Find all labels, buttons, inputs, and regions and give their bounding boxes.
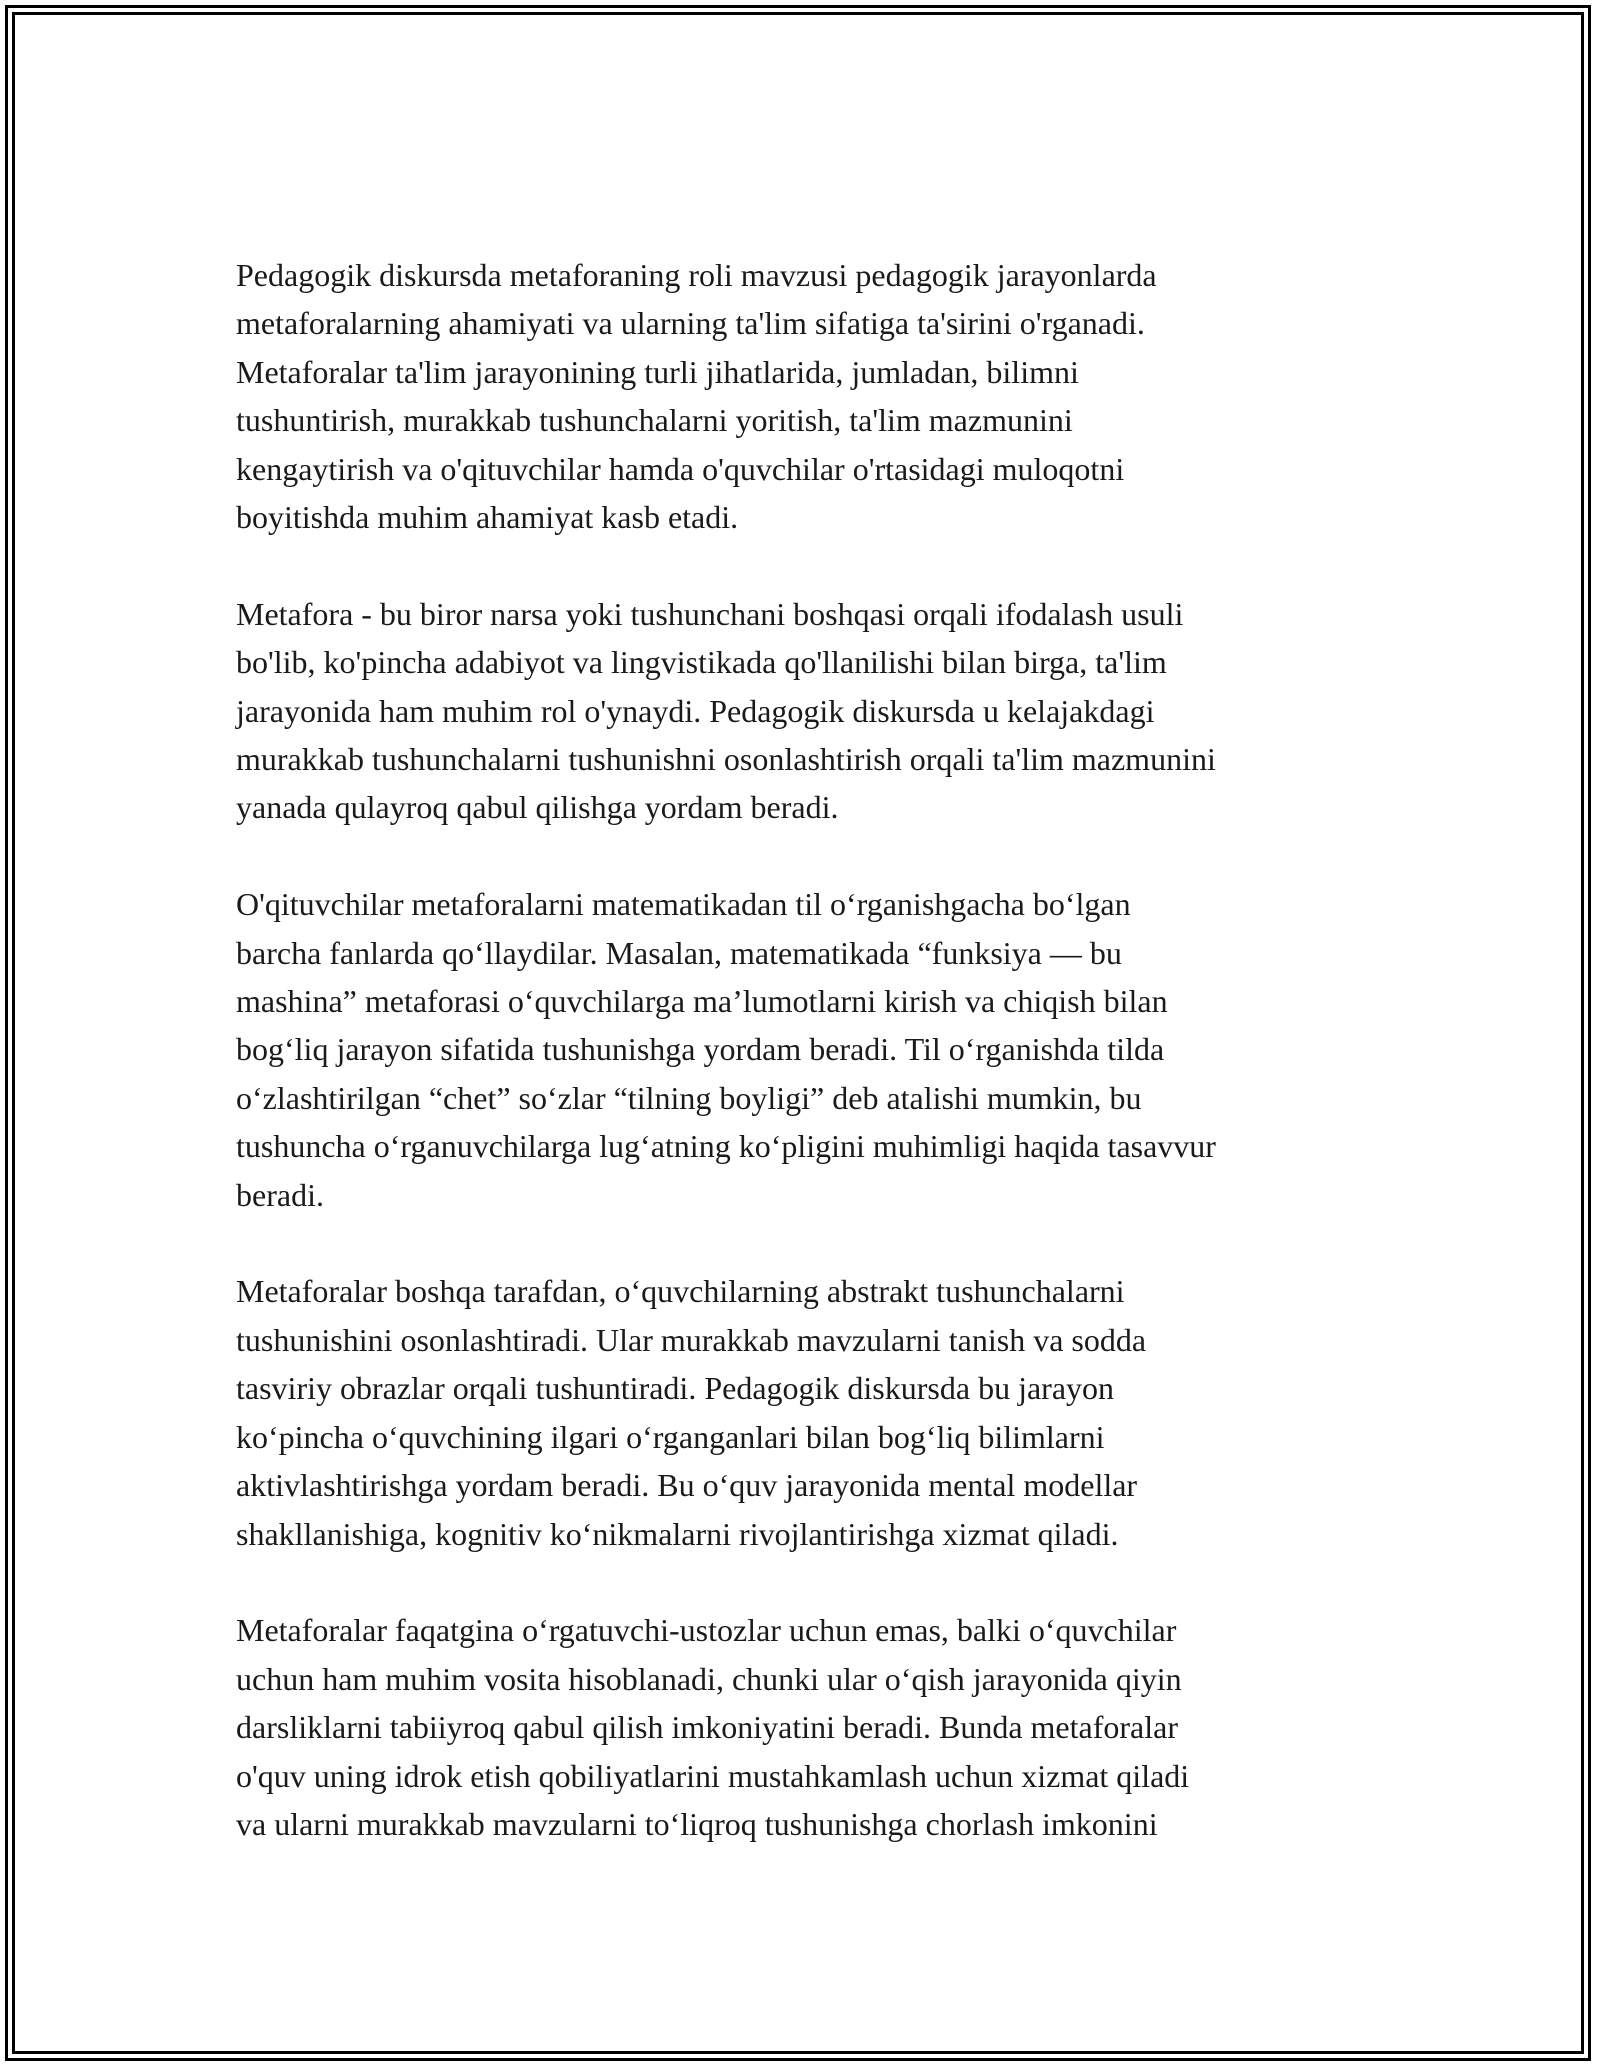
- paragraph-3: O'qituvchilar metaforalarni matematikadan til o‘rganishgacha bo‘lgan barcha fanlarda qo‘llaydilar. Masalan, matematikada “funksiya — bu mashina” metaforasi o‘quvchilarga ma’lumotlarni kirish va chiqish bilan bog‘liq jarayon sifatida tushunishga yordam beradi. Til o‘rganishda tilda o‘zlashtirilgan “chet” so‘zlar “tilning boyligi” deb atalishi mumkin, bu tushuncha o‘rganuvchilarga lug‘atning ko‘pligini muhimligi haqida tasavvur beradi.: [236, 886, 1216, 1213]
- document-body: [236, 251, 1386, 1897]
- paragraph-4: Metaforalar boshqa tarafdan, o‘quvchilarning abstrakt tushunchalarni tushunishini osonlashtiradi. Ular murakkab mavzularni tanish va sodda tasviriy obrazlar orqali tushuntiradi. Pedagogik diskursda bu jarayon ko‘pincha o‘quvchining ilgari o‘rganganlari bilan bog‘liq bilimlarni aktivlashtirishga yordam beradi. Bu o‘quv jarayonida mental modellar shakllanishiga, kognitiv ko‘nikmalarni rivojlantirishga xizmat qiladi.: [236, 1273, 1147, 1552]
- paragraph-5: Metaforalar faqatgina o‘rgatuvchi-ustozlar uchun emas, balki o‘quvchilar uchun ham muhim vosita hisoblanadi, chunki ular o‘qish jarayonida qiyin darsliklarni tabiiyroq qabul qilish imkoniyatini beradi. Bunda metaforalar o'quv uning idrok etish qobiliyatlarini mustahkamlash uchun xizmat qiladi va ularni murakkab mavzularni to‘liqroq tushunishga chorlash imkonini: [236, 1612, 1190, 1842]
- paragraph-1: Pedagogik diskursda metaforaning roli mavzusi pedagogik jarayonlarda metaforalarning ahamiyati va ularning ta'lim sifatiga ta'sirini o'rganadi. Metaforalar ta'lim jarayonining turli jihatlarida, jumladan, bilimni tushuntirish, murakkab tushunchalarni yoritish, ta'lim mazmunini kengaytirish va o'qituvchilar hamda o'quvchilar o'rtasidagi muloqotni boyitishda muhim ahamiyat kasb etadi.: [236, 257, 1157, 536]
- paragraph-2: Metafora - bu biror narsa yoki tushunchani boshqasi orqali ifodalash usuli bo'lib, ko'pincha adabiyot va lingvistikada qo'llanilishi bilan birga, ta'lim jarayonida ham muhim rol o'ynaydi. Pedagogik diskursda u kelajakdagi murakkab tushunchalarni tushunishni osonlashtirish orqali ta'lim mazmunini yanada qulayroq qabul qilishga yordam beradi.: [236, 595, 1216, 826]
